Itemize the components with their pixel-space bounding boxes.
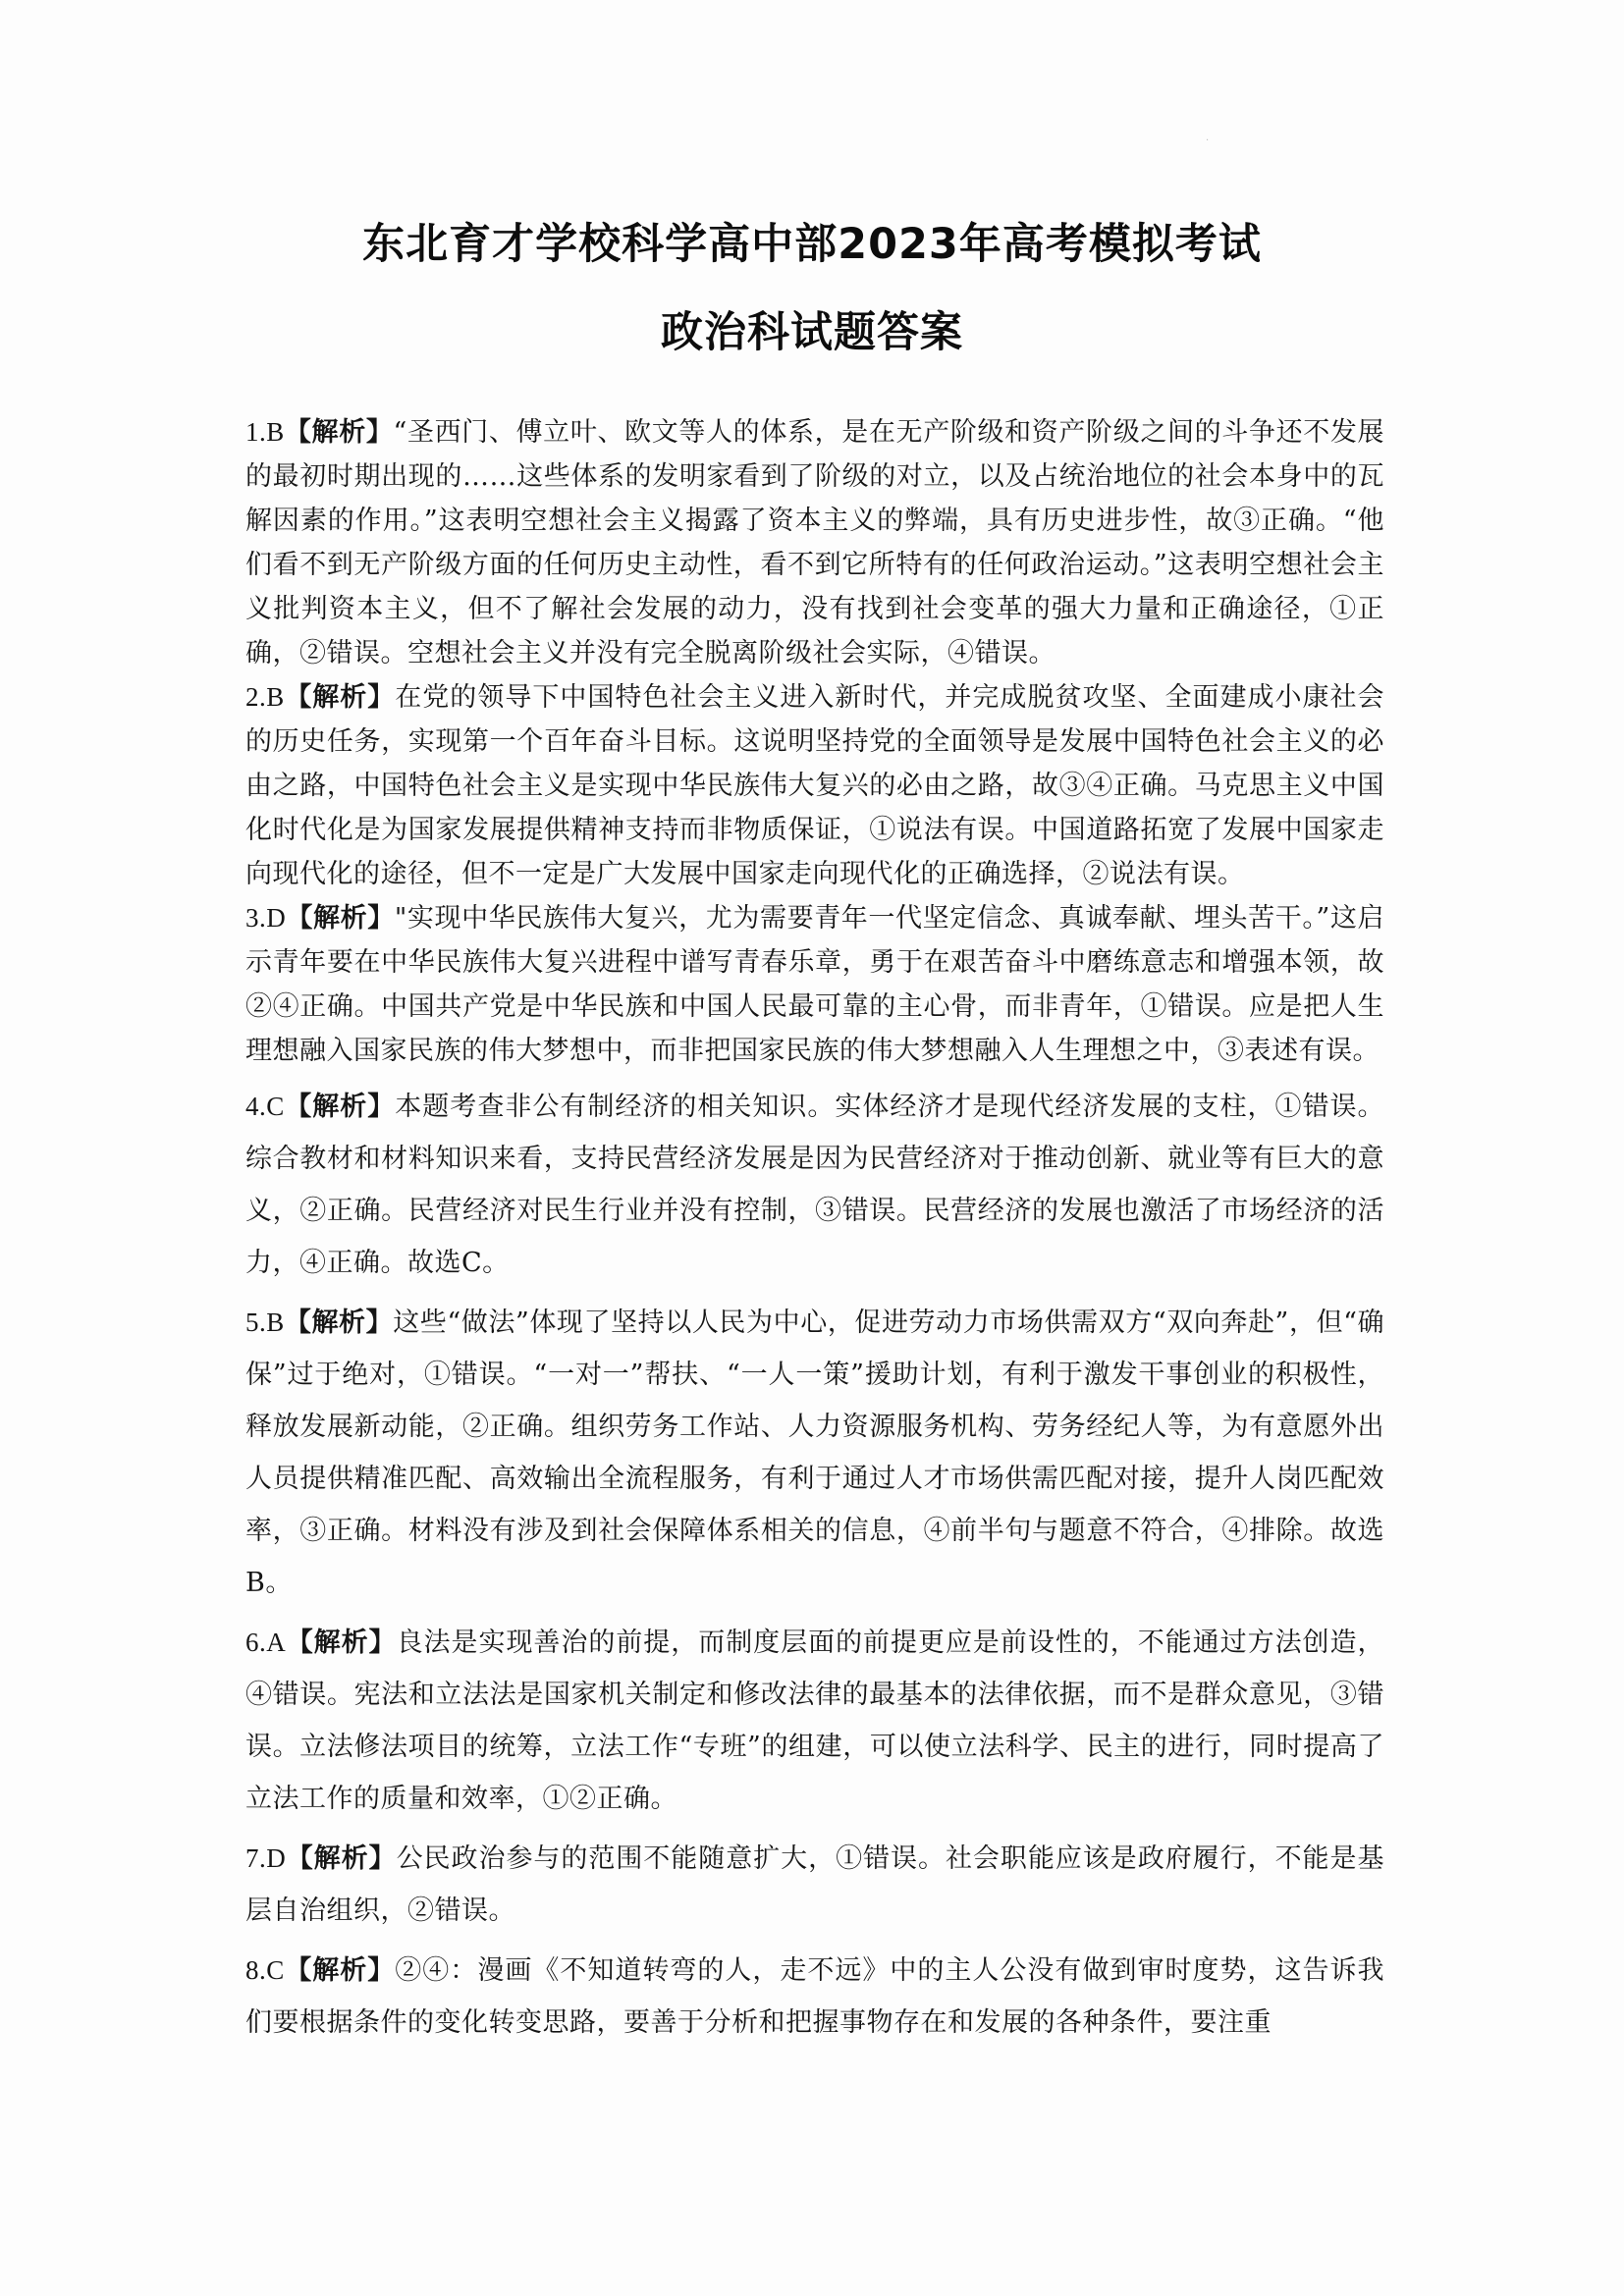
exam-subtitle: 政治科试题答案 <box>661 308 963 357</box>
answer-number: 3.D <box>245 903 287 933</box>
exam-title: 东北育才学校科学高中部2023年高考模拟考试 <box>362 220 1262 269</box>
analysis-tag: 【解析】 <box>284 1092 396 1122</box>
answer-number: 5.B <box>245 1308 285 1337</box>
answer-item-5 <box>245 1297 1384 1609</box>
answer-number: 1.B <box>245 417 285 447</box>
answer-item-8 <box>245 1945 1384 2049</box>
answer-number: 6.A <box>245 1628 287 1657</box>
answer-number: 4.C <box>245 1092 285 1121</box>
answer-item-7 <box>245 1833 1384 1937</box>
answer-text: "实现中华民族伟大复兴，尤为需要青年一代坚定信念、真诚奉献、埋头苦干。”这启示青年要在中华民族伟大复兴进程中谱写青春乐章，勇于在艰苦奋斗中磨练意志和增强本领，故②④正确。中国共产党是中华民族和中国人民最可靠的主心骨，而非青年，①错误。应是把人生理想融入国家民族的伟大梦想中，而非把国家民族的伟大梦想融入人生理想之中，③表述有误。 <box>245 903 1384 1066</box>
answer-text: 公民政治参与的范围不能随意扩大，①错误。社会职能应该是政府履行，不能是基层自治组织，②错误。 <box>245 1843 1384 1926</box>
answer-text: 本题考查非公有制经济的相关知识。实体经济才是现代经济发展的支柱，①错误。综合教材和材料知识来看，支持民营经济发展是因为民营经济对于推动创新、就业等有巨大的意义，②正确。民营经济对民生行业并没有控制，③错误。民营经济的发展也激活了市场经济的活力，④正确。故选C。 <box>245 1092 1385 1278</box>
answer-item-4 <box>245 1081 1384 1289</box>
answer-text: 这些“做法”体现了坚持以人民为中心，促进劳动力市场供需双方“双向奔赴”，但“确保”过于绝对，①错误。“一对一”帮扶、“一人一策”援助计划，有利于激发干事创业的积极性，释放发展新动能，②正确。组织劳务工作站、人力资源服务机构、劳务经纪人等，为有意愿外出人员提供精准匹配、高效输出全流程服务，有利于通过人才市场供需匹配对接，提升人岗匹配效率，③正确。材料没有涉及到社会保障体系相关的信息，④前半句与题意不符合，④排除。故选B。 <box>245 1308 1385 1598</box>
answer-item-2 <box>245 675 1384 896</box>
analysis-tag: 【解析】 <box>284 417 394 448</box>
analysis-tag: 【解析】 <box>286 1843 397 1874</box>
answer-item-1 <box>245 410 1384 675</box>
analysis-tag: 【解析】 <box>284 1955 396 1986</box>
answer-item-6 <box>245 1617 1384 1825</box>
answer-text: 良法是实现善治的前提，而制度层面的前提更应是前设性的，不能通过方法创造，④错误。宪法和立法法是国家机关制定和修改法律的最基本的法律依据，而不是群众意见，③错误。立法修法项目的统筹，立法工作“专班”的组建，可以使立法科学、民主的进行，同时提高了立法工作的质量和效率，①②正确。 <box>245 1628 1384 1814</box>
answer-number: 2.B <box>245 682 285 712</box>
answer-number: 7.D <box>245 1843 287 1873</box>
answer-text: 在党的领导下中国特色社会主义进入新时代，并完成脱贫攻坚、全面建成小康社会的历史任务，实现第一个百年奋斗目标。这说明坚持党的全面领导是发展中国特色社会主义的必由之路，中国特色社会主义是实现中华民族伟大复兴的必由之路，故③④正确。马克思主义中国化时代化是为国家发展提供精神支持而非物质保证，①说法有误。中国道路拓宽了发展中国家走向现代化的途径，但不一定是广大发展中国家走向现代化的正确选择，②说法有误。 <box>245 682 1385 889</box>
answer-number: 8.C <box>245 1955 285 1985</box>
answer-text: “圣西门、傅立叶、欧文等人的体系，是在无产阶级和资产阶级之间的斗争还不发展的最初时期出现的……这些体系的发明家看到了阶级的对立，以及占统治地位的社会本身中的瓦解因素的作用。”这表明空想社会主义揭露了资本主义的弊端，具有历史进步性，故③正确。“他们看不到无产阶级方面的任何历史主动性，看不到它所特有的任何政治运动。”这表明空想社会主义批判资本主义，但不了解社会发展的动力，没有找到社会变革的强大力量和正确途径，①正确，②错误。空想社会主义并没有完全脱离阶级社会实际，④错误。 <box>245 417 1385 668</box>
corner-mark: · <box>1206 135 1210 146</box>
analysis-tag: 【解析】 <box>286 903 395 934</box>
answer-item-3 <box>245 896 1384 1073</box>
answer-list <box>245 410 1384 2049</box>
analysis-tag: 【解析】 <box>284 1308 394 1338</box>
analysis-tag: 【解析】 <box>286 1628 397 1658</box>
analysis-tag: 【解析】 <box>284 682 396 713</box>
answer-text: ②④：漫画《不知道转弯的人，走不远》中的主人公没有做到审时度势，这告诉我们要根据条件的变化转变思路，要善于分析和把握事物存在和发展的各种条件，要注重 <box>245 1955 1385 2038</box>
